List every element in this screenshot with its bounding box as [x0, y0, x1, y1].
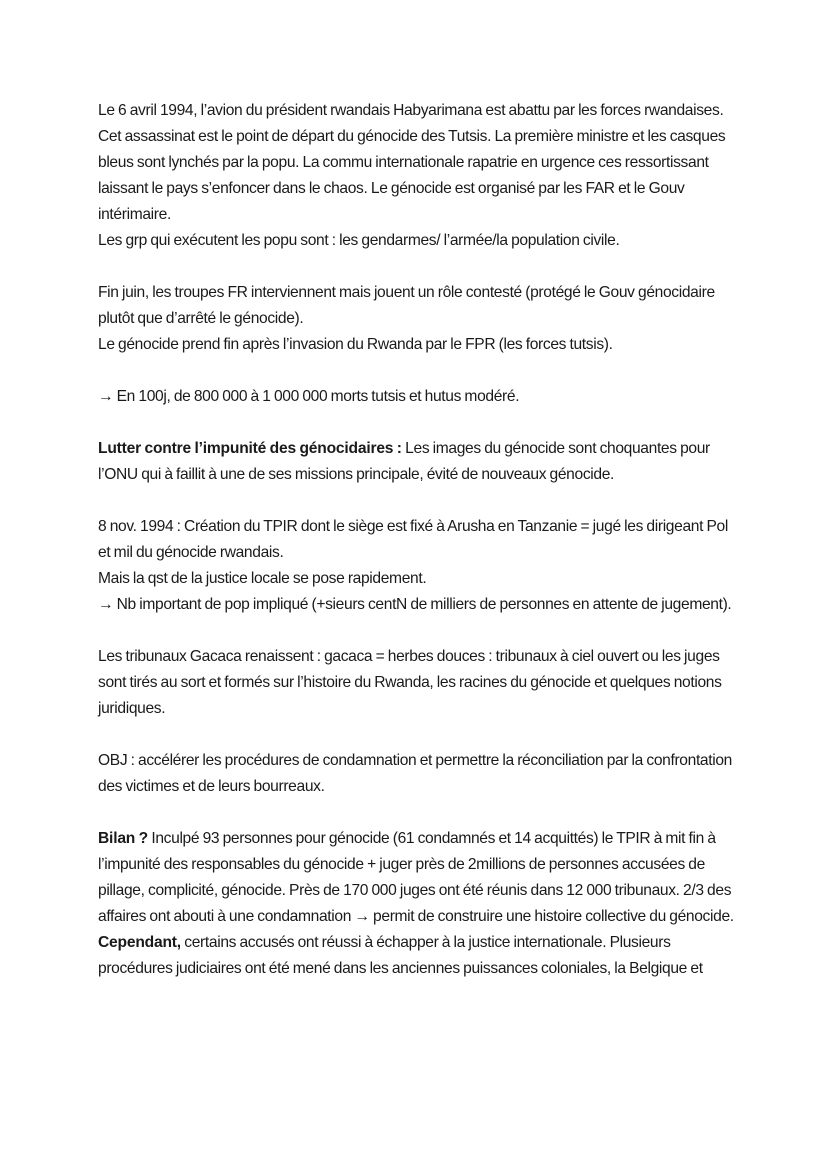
paragraph-death-toll: → En 100j, de 800 000 à 1 000 000 morts tutsis et hutus modéré. — [98, 388, 520, 405]
section-heading-bilan: Bilan ? — [98, 830, 148, 847]
paragraph-gap — [98, 488, 738, 514]
paragraph-gap — [98, 618, 738, 644]
section-heading-impunity: Lutter contre l’impunité des génocidaires : — [98, 440, 402, 457]
paragraph-perpetrators: Les grp qui exécutent les popu sont : les gendarmes/ l’armée/la population civile. — [98, 232, 620, 249]
paragraph-cependant-text: certains accusés ont réussi à échapper à la justice internationale. Plusieurs procédures judiciaires ont été mené dans les anciennes puissances coloniales, la Belgique et — [98, 934, 703, 977]
paragraph-local-justice: Mais la qst de la justice locale se pose rapidement. — [98, 570, 427, 587]
paragraph-objective: OBJ : accélérer les procédures de condamnation et permettre la réconciliation par la confrontation des victimes et de leurs bourreaux. — [98, 752, 732, 795]
paragraph-gap — [98, 722, 738, 748]
paragraph-genocide-start: Le 6 avril 1994, l’avion du président rwandais Habyarimana est abattu par les forces rwandaises. Cet assassinat est le point de départ du génocide des Tutsis. La première ministre et les casques bleus sont lynchés par la popu. La commu internationale rapatrie en urgence ces ressortissant laissant le pays s’enfoncer dans le chaos. Le génocide est organisé par les FAR et le Gouv intérimaire. — [98, 102, 726, 223]
paragraph-gap — [98, 800, 738, 826]
paragraph-population-involved: → Nb important de pop impliqué (+sieurs centN de milliers de personnes en attente de jugement). — [98, 596, 732, 613]
paragraph-gap — [98, 254, 738, 280]
paragraph-gap — [98, 358, 738, 384]
paragraph-bilan — [98, 826, 738, 930]
paragraph-genocide-end: Le génocide prend fin après l’invasion du Rwanda par le FPR (les forces tutsis). — [98, 336, 613, 353]
paragraph-gap — [98, 410, 738, 436]
paragraph-gacaca: Les tribunaux Gacaca renaissent : gacaca = herbes douces : tribunaux à ciel ouvert ou les juges sont tirés au sort et formés sur l’histoire du Rwanda, les racines du génocide et quelques notions juridiques. — [98, 648, 722, 717]
paragraph-impunity-text: Les images du génocide sont choquantes pour l’ONU qui à faillit à une de ses missions principale, évité de nouveaux génocide. — [98, 440, 710, 483]
document-body — [98, 98, 738, 982]
paragraph-cependant — [98, 930, 738, 982]
section-heading-cependant: Cependant, — [98, 934, 181, 951]
paragraph-french-intervention: Fin juin, les troupes FR interviennent mais jouent un rôle contesté (protégé le Gouv génocidaire plutôt que d’arrêté le génocide). — [98, 284, 715, 327]
paragraph-tpir-creation: 8 nov. 1994 : Création du TPIR dont le siège est fixé à Arusha en Tanzanie = jugé les dirigeant Pol et mil du génocide rwandais. — [98, 518, 728, 561]
paragraph-bilan-text: Inculpé 93 personnes pour génocide (61 condamnés et 14 acquittés) le TPIR à mit fin à l’impunité des responsables du génocide + juger près de 2millions de personnes accusées de pillage, complicité, génocide. Près de 170 000 juges ont été réunis dans 12 000 tribunaux. 2/3 des affaires ont abouti à une condamnation → permit de construire une histoire collective du génocide. — [98, 830, 734, 925]
paragraph-impunity — [98, 436, 738, 488]
